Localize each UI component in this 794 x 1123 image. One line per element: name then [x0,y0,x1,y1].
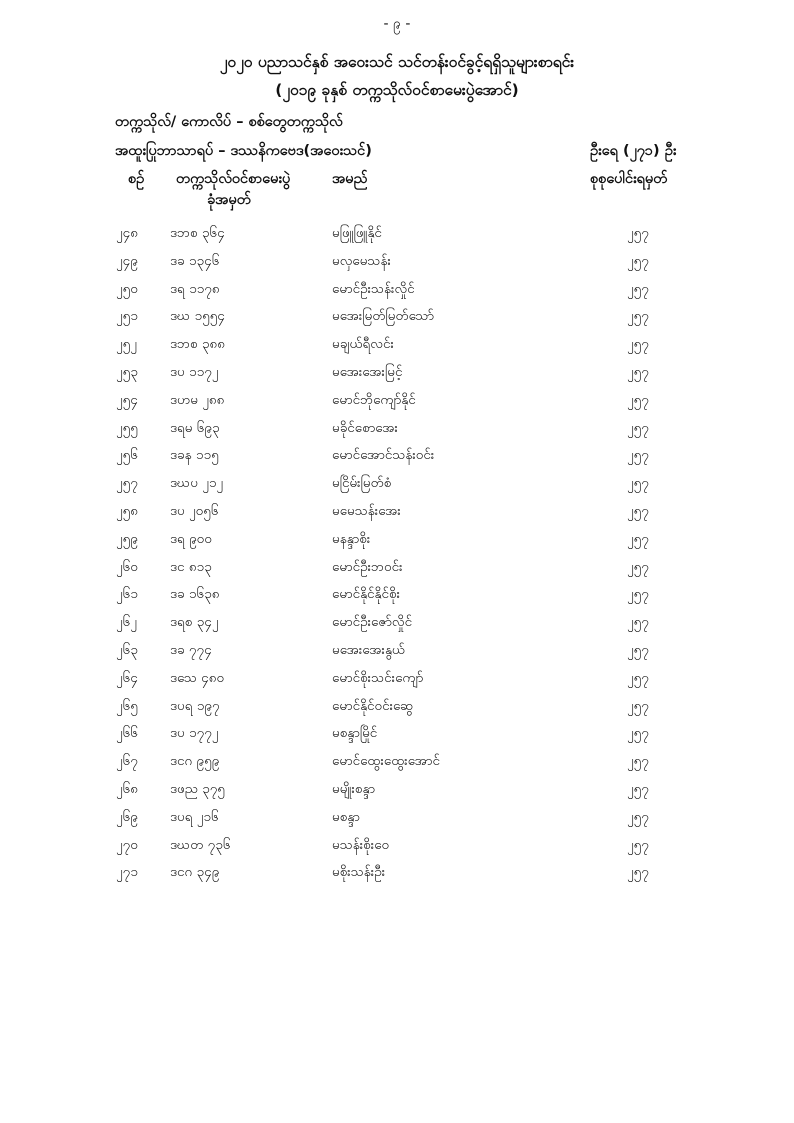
table-row [0,808,794,836]
code-value: ၂၅၇ [627,252,649,269]
table-row [0,613,794,641]
row-number: ၂၅၇ [116,475,138,492]
row-number: ၂၅၆ [116,447,138,464]
header-roll-number: တက္ကသိုလ်ဝင်စာမေးပွဲ [176,171,291,187]
student-name: မစန္ဒာ [332,808,360,825]
code-value: ၂၅၇ [627,308,649,325]
code-value: ၂၅၇ [627,363,649,380]
code-value: ၂၅၇ [627,614,649,631]
student-name: မောင်ဘိုကျော်နိုင် [332,391,416,408]
header-name: အမည် [332,171,368,187]
student-name: မောင်စိုးသင်းကျော် [332,669,424,686]
row-number: ၂၄၉ [116,252,138,269]
row-number: ၂၅၉ [116,530,138,547]
roll-number: ဒသေ ၄၈၀ [170,669,225,686]
roll-number: ဒငဂ ၉၅၉ [170,753,220,770]
student-name: မအေးမြတ်မြတ်သော် [332,308,434,325]
roll-number: ဒဃ ၁၅၅၄ [170,308,225,325]
table-row [0,474,794,502]
row-number: ၂၆၆ [116,725,138,742]
table-row [0,363,794,391]
student-name: မောင်ဦးဇော်လှိုင် [332,614,413,631]
student-name: မအေးအေးမြင့် [332,363,403,380]
code-value: ၂၅၇ [627,697,649,714]
student-name: မနန္ဒာစိုး [332,530,371,547]
student-name: မလှမေသန်း [332,252,391,269]
student-name: မောင်အောင်သန်းဝင်း [332,447,435,464]
roll-number: ဒဖည ၃၇၅ [170,780,225,797]
student-name: မအေးအေးနွယ် [332,641,406,658]
row-number: ၂၆၁ [116,586,138,603]
table-row [0,502,794,530]
code-value: ၂၅၇ [627,502,649,519]
row-number: ၂၆၄ [116,669,138,686]
roll-number: ဒခန ၁၁၅ [170,447,219,464]
row-number: ၂၆၀ [116,558,138,575]
code-value: ၂၅၇ [627,864,649,881]
student-name: မငြိမ်းမြတ်စံ [332,475,392,492]
student-name: မောင်ဦးဘဝင်း [332,558,403,575]
row-number: ၂၅၁ [116,308,138,325]
student-list [0,224,794,891]
roll-number: ဒဃတ ၇၃၆ [170,836,231,853]
table-row [0,836,794,864]
row-number: ၂၆၃ [116,641,138,658]
code-value: ၂၅၇ [627,475,649,492]
code-value: ၂၅၇ [627,641,649,658]
code-value: ၂၅၇ [627,780,649,797]
student-name: မောင်ထွေးထွေးအောင် [332,753,440,770]
row-number: ၂၅၅ [116,419,138,436]
row-number: ၂၇၁ [116,864,138,881]
row-number: ၂၆၂ [116,614,137,631]
roll-number: ဒင ၈၁၃ [170,558,212,575]
table-row [0,697,794,725]
table-row [0,224,794,252]
code-value: ၂၅၇ [627,586,649,603]
student-name: မောင်နိုင်နိုင်စိုး [332,586,401,603]
row-number: ၂၇၀ [116,836,138,853]
code-value: ၂၅၇ [627,391,649,408]
table-row [0,558,794,586]
table-row [0,724,794,752]
code-value: ၂၅၇ [627,447,649,464]
row-number: ၂၅၄ [116,391,138,408]
student-name: မစိုးသန်းဦး [332,864,386,881]
roll-number: ဒဘစ ၃၈၈ [170,336,225,353]
code-value: ၂၅၇ [627,558,649,575]
table-row [0,280,794,308]
roll-number: ဒရစ ၃၄၂ [170,614,219,631]
code-value: ၂၅၇ [627,419,649,436]
row-number: ၂၅၃ [116,363,138,380]
roll-number: ဒရ ၉၀၀ [170,530,212,547]
table-row [0,335,794,363]
code-value: ၂၅၇ [627,808,649,825]
document-subtitle: (၂၀၁၉ ခုနှစ် တက္ကသိုလ်ဝင်စာမေးပွဲအောင်) [275,81,519,99]
table-row [0,641,794,669]
roll-number: ဒရမ ၆၉၃ [170,419,220,436]
roll-number: ဒပရ ၁၉၇ [170,697,220,714]
table-row [0,780,794,808]
table-row [0,307,794,335]
row-number: ၂၆၇ [116,753,138,770]
code-value: ၂၅၇ [627,669,649,686]
table-row [0,530,794,558]
document-title: ၂၀၂၀ ပညာသင်နှစ် အဝေးသင် သင်တန်းဝင်ခွင့်ရရှိသူများစာရင်း [219,53,575,71]
subject-line: အထူးပြုဘာသာရပ် – ဒဿနိကဗေဒ(အဝေးသင်) [115,143,372,159]
row-number: ၂၆၉ [116,808,138,825]
roll-number: ဒဘစ ၃၆၄ [170,225,225,241]
roll-number: ဒခ ၇၇၄ [170,641,212,658]
header-roll-number-line2: ခုံအမှတ် [207,192,251,208]
table-row [0,752,794,780]
count-label: ဦးရေ (၂၇၁) ဦး [590,143,677,159]
code-value: ၂၅၇ [627,225,649,241]
page-number: - ၉ - [383,16,411,32]
row-number: ၂၆၅ [116,697,138,714]
roll-number: ဒပရ ၂၁၆ [170,808,219,825]
row-number: ၂၄၈ [116,225,138,241]
student-name: မသန်းစိုးဝေ [332,836,390,853]
roll-number: ဒဟမ ၂၈၈ [170,391,225,408]
roll-number: ဒပ ၁၇၇၂ [170,725,219,742]
student-name: မမေသန်းအေး [332,502,401,519]
student-name: မဖြူဖြူနိုင် [332,225,382,241]
table-row [0,446,794,474]
code-value: ၂၅၇ [627,336,649,353]
header-code: စုစုပေါင်းရမှတ် [590,171,668,187]
roll-number: ဒပ ၁၁၇၂ [170,363,219,380]
code-value: ၂၅၇ [627,530,649,547]
code-value: ၂၅၇ [627,836,649,853]
roll-number: ဒခ ၁၆၃၈ [170,586,220,603]
student-name: မစန္ဒာမြိုင် [332,725,378,742]
row-number: ၂၆၈ [116,780,138,797]
roll-number: ဒခ ၁၃၄၆ [170,252,220,269]
roll-number: ဒဃပ ၂၁၂ [170,475,224,492]
university-line: တက္ကသိုလ်/ ကောလိပ် – စစ်တွေတက္ကသိုလ် [115,114,343,130]
code-value: ၂၅၇ [627,280,649,297]
table-row [0,419,794,447]
table-row [0,585,794,613]
row-number: ၂၅၂ [116,336,137,353]
student-name: မမျိုးစန္ဒာ [332,780,376,797]
row-number: ၂၅၈ [116,502,138,519]
header-no: စဉ် [128,171,145,187]
student-name: မောင်နိုင်ဝင်းဆွေ [332,697,413,714]
roll-number: ဒရ ၁၁၇၈ [170,280,220,297]
code-value: ၂၅၇ [627,725,649,742]
roll-number: ဒပ ၂၀၅၆ [170,502,219,519]
table-row [0,252,794,280]
roll-number: ဒငဂ ၃၄၉ [170,864,220,881]
student-name: မောင်ဦးသန်းလှိုင် [332,280,415,297]
table-row [0,863,794,891]
student-name: မခိုင်စောအေး [332,419,398,436]
code-value: ၂၅၇ [627,753,649,770]
table-row [0,391,794,419]
table-row [0,669,794,697]
student-name: မချယ်ရီလင်း [332,336,394,353]
row-number: ၂၅၀ [116,280,138,297]
